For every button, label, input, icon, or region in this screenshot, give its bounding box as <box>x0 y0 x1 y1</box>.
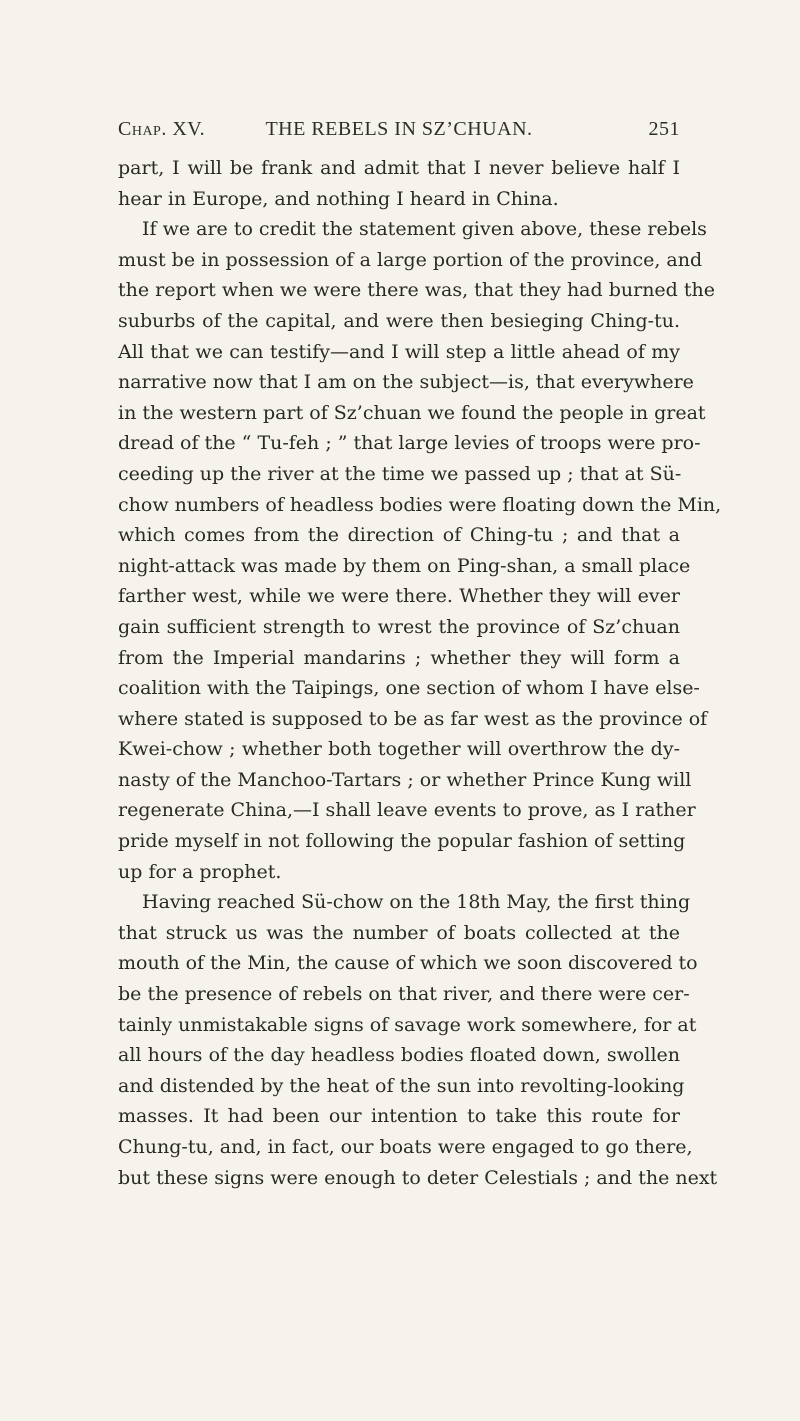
text-line: nasty of the Manchoo-Tartars ; or whether Prince Kung will <box>118 768 692 791</box>
text-line: chow numbers of headless bodies were floating down the Min, <box>118 493 722 516</box>
text-line: that struck us was the number of boats collected at the <box>118 921 680 944</box>
text-line: hear in Europe, and nothing I heard in China. <box>118 187 559 210</box>
text-line: suburbs of the capital, and were then besieging Ching-tu. <box>118 309 680 332</box>
text-line: farther west, while we were there. Whether they will ever <box>118 585 680 608</box>
text-line: the report when we were there was, that they had burned the <box>118 279 715 302</box>
text-line: Kwei-chow ; whether both together will overthrow the dy- <box>118 738 680 761</box>
text-line: ceeding up the river at the time we passed up ; that at Sü- <box>118 462 682 485</box>
text-line: coalition with the Taipings, one section of whom I have else- <box>118 677 700 700</box>
text-line: gain sufficient strength to wrest the province of Sz’chuan <box>118 615 680 638</box>
text-line: all hours of the day headless bodies floated down, swollen <box>118 1044 680 1067</box>
text-line: which comes from the direction of Ching-tu ; and that a <box>118 524 680 547</box>
text-line: tainly unmistakable signs of savage work somewhere, for at <box>118 1013 697 1036</box>
text-line: Having reached Sü-chow on the 18th May, the first thing <box>142 891 691 914</box>
text-line: pride myself in not following the popular fashion of setting <box>118 830 686 853</box>
text-line: All that we can testify—and I will step a little ahead of my <box>118 340 680 363</box>
running-title: THE REBELS IN SZ’CHUAN. <box>265 118 533 140</box>
text-line: mouth of the Min, the cause of which we soon discovered to <box>118 952 698 975</box>
text-line: masses. It had been our intention to take this route for <box>118 1105 680 1128</box>
text-line: and distended by the heat of the sun into revolting-looking <box>118 1074 685 1097</box>
text-line: but these signs were enough to deter Celestials ; and the next <box>118 1166 718 1189</box>
text-line: in the western part of Sz’chuan we found the people in great <box>118 401 706 424</box>
text-line: night-attack was made by them on Ping-shan, a small place <box>118 554 691 577</box>
text-line: from the Imperial mandarins ; whether they will form a <box>118 646 680 669</box>
body-text <box>118 153 722 1193</box>
text-line: dread of the “ Tu-feh ; ” that large levies of troops were pro- <box>118 432 701 455</box>
text-line: narrative now that I am on the subject—is, that everywhere <box>118 371 694 394</box>
chapter-label: Chap. XV. <box>118 118 206 140</box>
running-head <box>118 118 680 142</box>
text-line: where stated is supposed to be as far west as the province of <box>118 707 708 730</box>
text-line: be the presence of rebels on that river, and there were cer- <box>118 983 690 1006</box>
text-line: must be in possession of a large portion of the province, and <box>118 248 703 271</box>
text-line: part, I will be frank and admit that I never believe half I <box>118 157 680 179</box>
text-line: If we are to credit the statement given above, these rebels <box>142 218 707 241</box>
text-line: Chung-tu, and, in fact, our boats were engaged to go there, <box>118 1136 693 1158</box>
text-line: up for a prophet. <box>118 860 282 883</box>
page-number: 251 <box>648 118 680 140</box>
text-line: regenerate China,—I shall leave events to prove, as I rather <box>118 799 696 822</box>
